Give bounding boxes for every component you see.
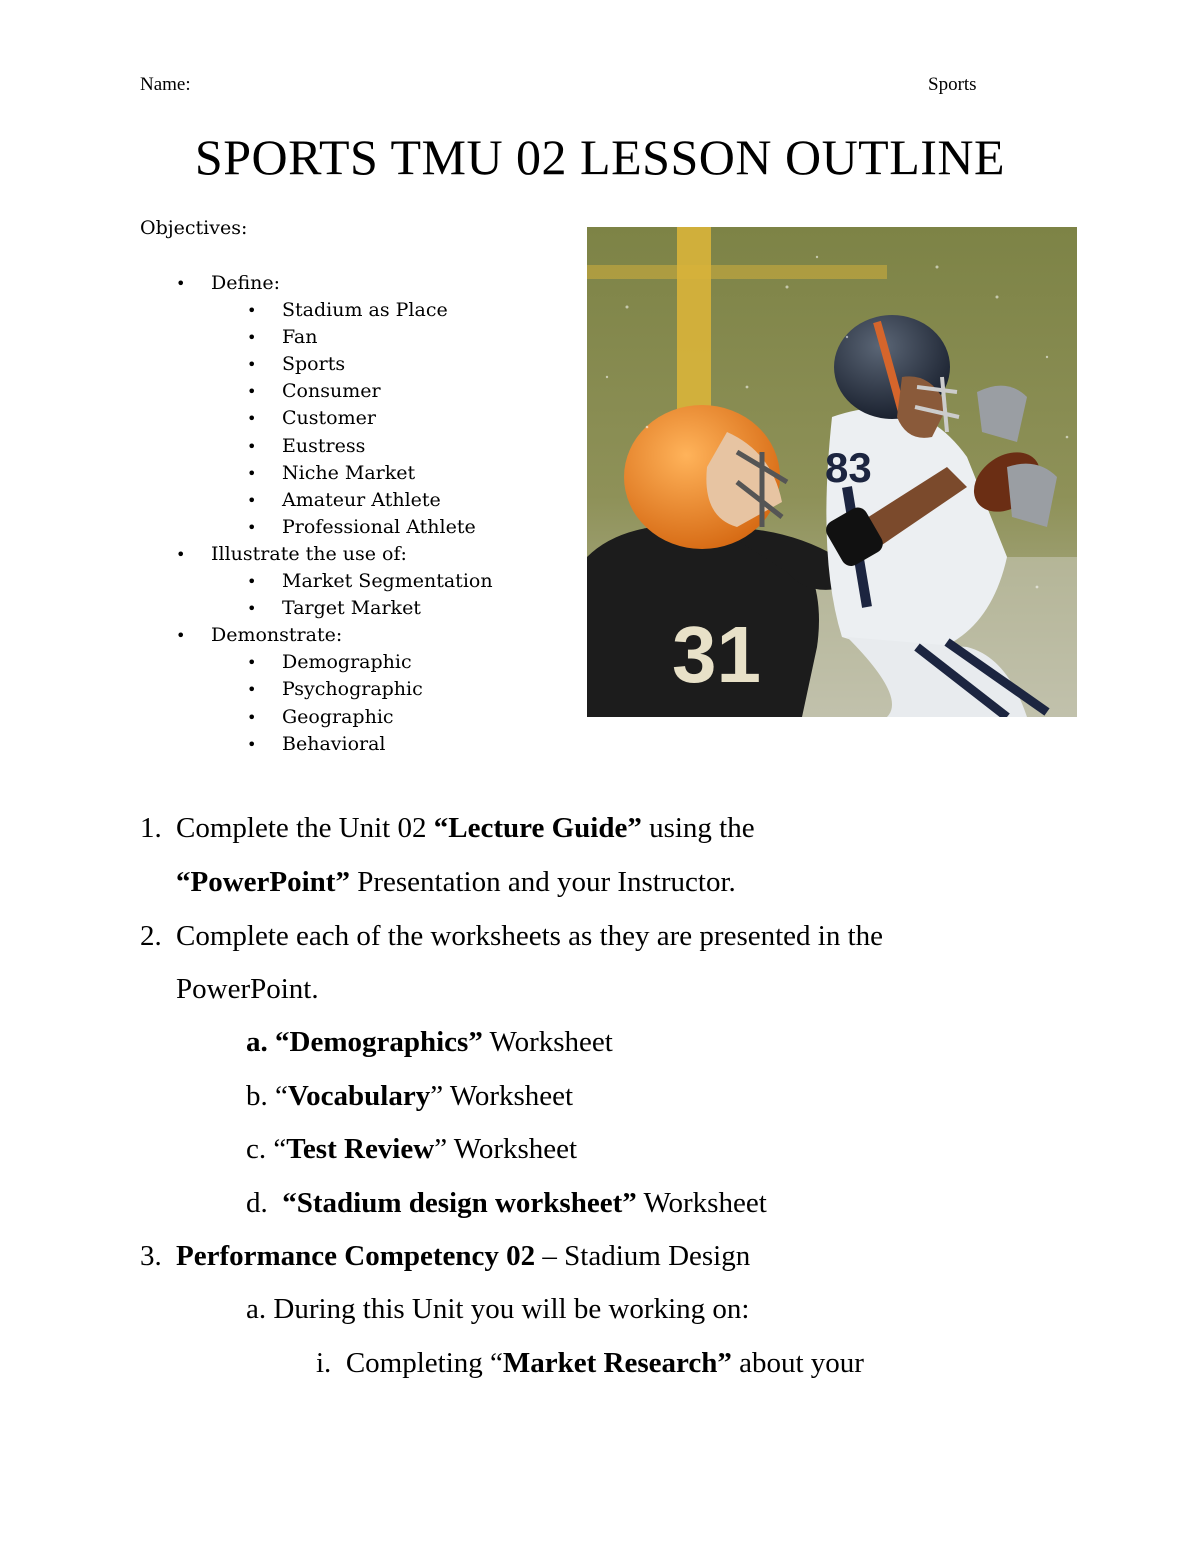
step-2a-number: a. xyxy=(246,1026,268,1058)
step-2a-text: Worksheet xyxy=(482,1026,613,1058)
name-label: Name: xyxy=(140,74,191,95)
objective-text: Illustrate the use of: xyxy=(211,542,407,565)
bullet-icon: • xyxy=(247,572,257,592)
subject-label: Sports xyxy=(928,74,977,95)
bullet-icon: • xyxy=(247,734,257,754)
objective-item xyxy=(0,297,560,324)
step-2d xyxy=(246,1187,767,1220)
objective-text: Consumer xyxy=(282,380,381,403)
step-2-number: 2. xyxy=(140,920,162,952)
step-2c-text: ” Worksheet xyxy=(434,1133,578,1165)
step-3-line xyxy=(176,1240,750,1273)
step-3ai-text-c: about your xyxy=(731,1347,864,1379)
objective-text: Demographic xyxy=(282,651,412,674)
objective-text: Target Market xyxy=(282,597,421,620)
bullet-icon: • xyxy=(247,653,257,673)
step-2-line-1: Complete each of the worksheets as they are presented in the xyxy=(176,920,884,952)
bullet-icon: • xyxy=(247,490,257,510)
step-2b-text: ” Worksheet xyxy=(430,1080,574,1112)
bullet-icon: • xyxy=(247,436,257,456)
bullet-icon: • xyxy=(176,626,186,646)
bullet-icon: • xyxy=(247,355,257,375)
objective-item xyxy=(0,378,560,405)
step-2-line-2: PowerPoint. xyxy=(176,973,319,1005)
objective-text: Geographic xyxy=(282,705,394,728)
objective-item xyxy=(0,514,560,541)
step-3ai xyxy=(316,1347,864,1380)
step-2d-number: d. xyxy=(246,1187,268,1219)
objectives-label: Objectives: xyxy=(140,217,248,239)
objective-item xyxy=(0,324,560,351)
bullet-icon: • xyxy=(247,301,257,321)
objective-item xyxy=(0,541,560,568)
step-1-line-2 xyxy=(176,866,736,899)
step-3ai-text-a: Completing “ xyxy=(345,1347,503,1379)
bullet-icon: • xyxy=(247,328,257,348)
objective-item xyxy=(0,622,560,649)
bullet-icon: • xyxy=(247,517,257,537)
step-2b-vocabulary: Vocabulary xyxy=(287,1080,431,1112)
objective-text: Customer xyxy=(282,407,376,430)
football-photo xyxy=(587,227,1077,717)
objective-item xyxy=(0,433,560,460)
bullet-icon: • xyxy=(247,463,257,483)
bullet-icon: • xyxy=(176,544,186,564)
objective-item xyxy=(0,649,560,676)
objective-text: Niche Market xyxy=(282,461,416,484)
objective-text: Demonstrate: xyxy=(211,624,343,647)
defender-jersey-number: 31 xyxy=(672,610,761,699)
objective-item xyxy=(0,351,560,378)
objective-text: Define: xyxy=(211,272,281,294)
step-1-number: 1. xyxy=(140,812,162,844)
objective-text: Behavioral xyxy=(282,732,386,755)
objective-text: Market Segmentation xyxy=(282,570,493,593)
bullet-icon: • xyxy=(247,599,257,619)
objective-item xyxy=(0,405,560,432)
step-2d-text: Worksheet xyxy=(636,1187,767,1219)
objective-text: Eustress xyxy=(282,434,366,457)
step-1-text-a: Complete the Unit 02 xyxy=(176,812,434,844)
objective-item xyxy=(0,270,560,297)
step-1-line-1 xyxy=(176,812,755,845)
bullet-icon: • xyxy=(176,274,186,293)
step-2b-quote-open: “ xyxy=(275,1080,288,1112)
step-1-text-c: using the xyxy=(641,812,755,844)
step-1-lecture-guide: “Lecture Guide” xyxy=(433,812,642,844)
step-1-powerpoint: “PowerPoint” xyxy=(176,866,350,898)
objective-text: Professional Athlete xyxy=(282,515,476,538)
step-2a xyxy=(246,1026,613,1059)
bullet-icon: • xyxy=(247,707,257,727)
objective-item xyxy=(0,704,560,731)
objective-text: Sports xyxy=(282,353,346,376)
objective-text: Fan xyxy=(282,326,318,349)
step-3a xyxy=(246,1293,749,1326)
step-2b-number: b. xyxy=(246,1080,268,1112)
step-2c-quote-open: “ xyxy=(273,1133,287,1165)
step-2c xyxy=(246,1133,577,1166)
objective-item xyxy=(0,676,560,703)
receiver-jersey-number: 83 xyxy=(825,444,872,491)
page-title: SPORTS TMU 02 LESSON OUTLINE xyxy=(194,129,1006,185)
step-2b xyxy=(246,1080,573,1113)
step-1-text-e: Presentation and your Instructor. xyxy=(349,866,736,898)
step-3ai-market-research: Market Research” xyxy=(502,1347,732,1379)
bullet-icon: • xyxy=(247,409,257,429)
bullet-icon: • xyxy=(247,382,257,402)
objective-item xyxy=(0,568,560,595)
objectives-list xyxy=(0,270,560,758)
objective-item xyxy=(0,460,560,487)
objective-text: Psychographic xyxy=(282,678,423,701)
objective-text: Stadium as Place xyxy=(282,299,448,322)
step-3-performance-competency: Performance Competency 02 xyxy=(176,1240,536,1272)
objective-text: Amateur Athlete xyxy=(282,488,441,511)
step-2a-demographics: “Demographics” xyxy=(275,1026,483,1058)
step-2d-stadium-design: “Stadium design worksheet” xyxy=(282,1187,637,1219)
objective-item xyxy=(0,595,560,622)
step-3a-text: During this Unit you will be working on: xyxy=(273,1293,750,1325)
step-3-number: 3. xyxy=(140,1240,162,1272)
objective-item xyxy=(0,731,560,758)
step-3a-number: a. xyxy=(246,1293,267,1325)
objective-item xyxy=(0,487,560,514)
step-2c-number: c. xyxy=(246,1133,267,1165)
step-3-text: – Stadium Design xyxy=(535,1240,751,1272)
bullet-icon: • xyxy=(247,680,257,700)
step-2c-test-review: Test Review xyxy=(286,1133,435,1165)
step-3ai-number: i. xyxy=(316,1347,332,1379)
